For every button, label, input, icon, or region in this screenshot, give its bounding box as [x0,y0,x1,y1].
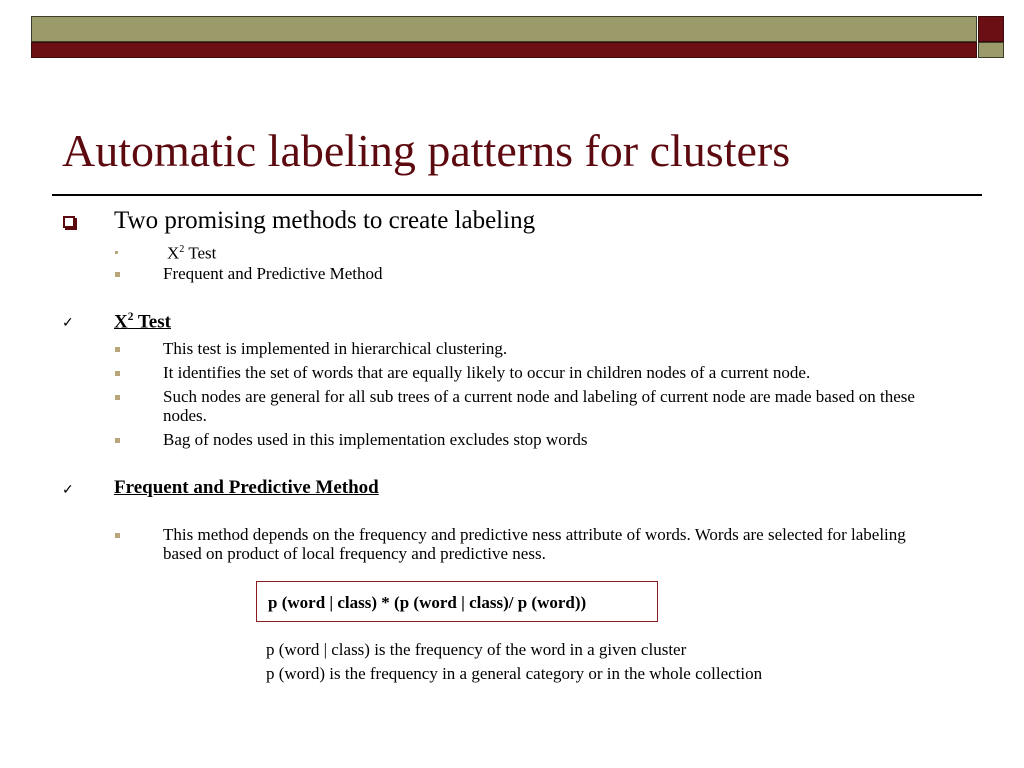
formula-text: p (word | class) * (p (word | class)/ p (word)) [268,593,587,612]
x-symbol: X [167,243,180,263]
superscript-2: 2 [179,244,185,255]
header-maroon-bar [31,42,977,58]
small-square-bullet-icon [115,347,120,352]
square-bullet-icon [63,216,75,228]
title-rule [52,194,982,196]
sub-item-x2-test [167,240,947,263]
test-label: Test [184,243,217,263]
test-label: Test [133,311,171,333]
slide-title: Automatic labeling patterns for clusters [62,125,791,176]
small-square-bullet-icon [115,395,120,400]
small-square-bullet-icon [115,533,120,538]
x2-sub-2: It identifies the set of words that are equally likely to occur in children nodes of a current node. [163,363,811,382]
fp-sub-1: This method depends on the frequency and predictive ness attribute of words. Words are selected for labeling based on product of local frequency and predictive ness. [163,525,906,563]
note-word-frequency: p (word) is the frequency in a general category or in the whole collection [266,664,763,683]
bullet-two-methods: Two promising methods to create labeling [114,207,536,234]
sub-item-frequent-predictive: Frequent and Predictive Method [163,264,383,283]
checkmark-icon: ✓ [62,483,74,498]
small-square-bullet-icon [115,371,120,376]
header-olive-bar [31,16,977,42]
small-square-bullet-icon [115,438,120,443]
small-square-bullet-icon [115,272,120,277]
header-olive-square [978,42,1004,58]
x2-sub-3: Such nodes are general for all sub trees of a current node and labeling of current node are made based on these nodes. [163,387,915,425]
header-maroon-square [978,16,1004,42]
small-square-bullet-icon [115,251,118,254]
x-symbol: X [114,311,128,333]
x2-sub-1: This test is implemented in hierarchical clustering. [163,339,508,358]
heading-frequent-predictive: Frequent and Predictive Method [114,477,379,498]
note-class-frequency: p (word | class) is the frequency of the word in a given cluster [266,640,687,659]
superscript-2: 2 [127,311,134,323]
formula-box [256,581,658,622]
heading-x2-test [114,311,171,333]
x2-sub-4: Bag of nodes used in this implementation excludes stop words [163,430,588,449]
checkmark-icon: ✓ [62,316,74,331]
